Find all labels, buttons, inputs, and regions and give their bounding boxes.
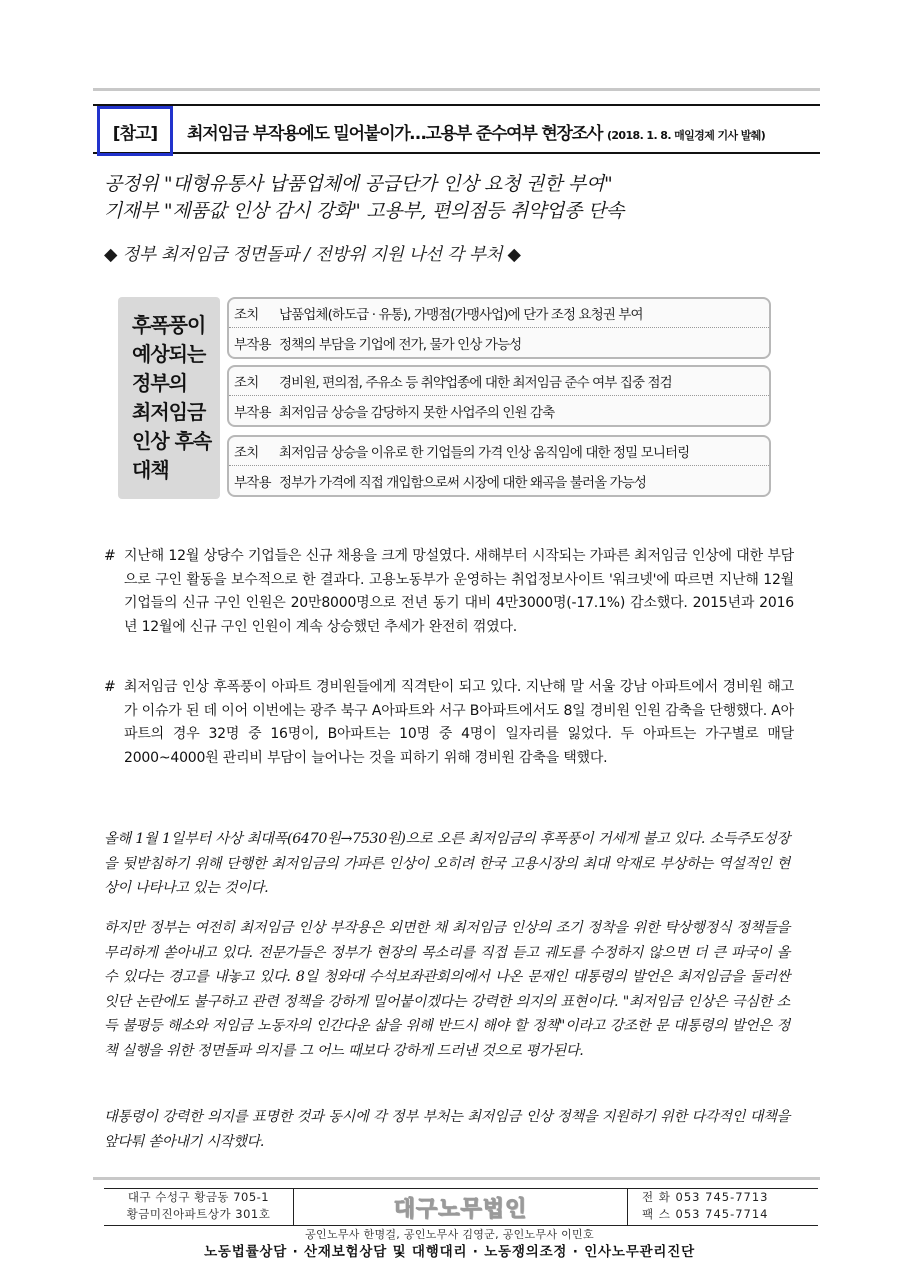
subheading: ◆ 정부 최저임금 정면돌파 / 전방위 지원 나선 각 부처 ◆ [104,245,521,265]
fax-number: 팩 스 053 745-7714 [642,1207,769,1221]
bullet-mark: # [104,679,116,695]
infographic-title-panel [118,297,220,499]
article-title [187,119,765,144]
side-effect-label: 부작용 [234,336,271,353]
measure-group [227,297,771,359]
header-rule-top [93,104,820,106]
footer-top-rule [93,1177,820,1180]
phone-number: 전 화 053 745-7713 [642,1190,769,1204]
infographic-title: 후폭풍이 예상되는 정부의 최저임금 인상 후속 대책 [132,313,212,482]
reference-tag: [참고] [112,123,158,144]
article-source: (2018. 1. 8. 매일경제 기사 발췌) [606,129,766,142]
measure-row [229,299,769,328]
side-effect-text: 정책의 부담을 기업에 전가, 물가 인상 가능성 [279,336,522,353]
reference-tag-box [97,106,173,156]
side-effect-row [229,328,769,357]
footer-box [104,1188,818,1226]
policy-infographic [118,297,774,502]
bullet-paragraph-hiring [104,545,794,639]
document-header [93,104,820,154]
measure-group [227,435,771,497]
article-title-text: 최저임금 부작용에도 밀어붙이가…고용부 준수여부 현장조사 [187,124,603,144]
body-paragraph-1: 올해 1월 1일부터 사상 최대폭(6470원→7530원)으로 오른 최저임금의 후폭풍이 거세게 불고 있다. 소득주도성장을 뒷받침하기 위해 단행한 최저임금의 가파른 인상이 오히려 한국 고용시장의 최대 악재로 부상하는 역설적인 현상이 나타나고 있는 것이다. [104,831,790,896]
measure-label: 조치 [234,375,259,391]
header-top-rule [93,88,820,91]
side-effect-label: 부작용 [234,474,271,491]
footer-attorney-names: 공인노무사 한명걸, 공인노무사 김영군, 공인노무사 이민호 [305,1228,594,1241]
measure-row [229,367,769,396]
address-line-1: 대구 수성구 황금동 705-1 [127,1190,270,1204]
bullet-paragraph-guards [104,676,794,770]
headline-line-2: 기재부 "제품값 인상 감시 강화" 고용부, 편의점등 취약업종 단속 [104,200,624,222]
side-effect-row [229,466,769,495]
side-effect-text: 최저임금 상승을 감당하지 못한 사업주의 인원 감축 [279,404,555,421]
headline-line-1: 공정위 "대형유통사 납품업체에 공급단가 인상 요청 권한 부여" [104,173,613,195]
footer-services: 노동법률상담 · 산재보험상담 및 대행대리 · 노동쟁의조정 · 인사노무관리진단 [204,1244,695,1260]
measure-label: 조치 [234,445,259,461]
bullet-text: 지난해 12월 상당수 기업들은 신규 채용을 크게 망설였다. 새해부터 시작되는 가파른 최저임금 인상에 대한 부담으로 구인 활동을 보수적으로 한 결과다. 고용노동부가 운영하는 취업정보사이트 '워크넷'에 따르면 지난해 12월 기업들의 신규 구인 인원은 20만8000명으로 전년 동기 대비 4만3000명(-17.1%) 감소했다. 2015년과 2016년 12월에 신규 구인 인원이 계속 상승했던 추세가 완전히 꺾였다. [124,548,794,635]
measure-group [227,365,771,427]
body-paragraph-3: 대통령이 강력한 의지를 표명한 것과 동시에 각 정부 부처는 최저임금 인상 정책을 지원하기 위한 다각적인 대책을 앞다퉈 쏟아내기 시작했다. [104,1109,790,1150]
firm-name: 대구노무법인 [393,1196,528,1222]
side-effect-label: 부작용 [234,404,271,421]
footer-address [104,1189,294,1225]
measure-label: 조치 [234,307,259,323]
measure-text: 경비원, 편의점, 주유소 등 취약업종에 대한 최저임금 준수 여부 집중 점검 [279,375,672,391]
footer-contact [627,1189,818,1225]
bullet-text: 최저임금 인상 후폭풍이 아파트 경비원들에게 직격탄이 되고 있다. 지난해 말 서울 강남 아파트에서 경비원 해고가 이슈가 된 데 이어 이번에는 광주 북구 A아파트와 서구 B아파트에서도 8일 경비원 인원 감축을 단행했다. A아파트의 경우 32명 중 16명이, B아파트는 10명 중 4명이 일자리를 잃었다. 두 아파트는 가구별로 매달 2000~4000원 관리비 부담이 늘어나는 것을 피하기 위해 경비원 감축을 택했다. [124,679,794,766]
firm-logo [294,1189,627,1225]
measure-text: 최저임금 상승을 이유로 한 기업들의 가격 인상 움직임에 대한 정밀 모니터링 [279,445,690,461]
bullet-mark: # [104,548,116,564]
address-line-2: 황금미진아파트상가 301호 [126,1207,271,1221]
measure-row [229,437,769,466]
side-effect-row [229,396,769,425]
body-paragraph-2: 하지만 정부는 여전히 최저임금 인상 부작용은 외면한 채 최저임금 인상의 조기 정착을 위한 탁상행정식 정책들을 무리하게 쏟아내고 있다. 전문가들은 정부가 현장의 목소리를 직접 듣고 궤도를 수정하지 않으면 더 큰 파국이 올 수 있다는 경고를 내놓고 있다. 8일 청와대 수석보좌관회의에서 나온 문재인 대통령의 발언은 최저임금을 둘러싼 잇단 논란에도 불구하고 관련 정책을 강하게 밀어붙이겠다는 강력한 의지의 표현이다. "최저임금 인상은 극심한 소득 불평등 해소와 저임금 노동자의 인간다운 삶을 위해 반드시 해야 할 정책"이라고 강조한 문 대통령의 발언은 정책 실행을 위한 정면돌파 의지를 그 어느 때보다 강하게 드러낸 것으로 평가된다. [104,920,790,1059]
header-rule-bottom [93,152,820,154]
side-effect-text: 정부가 가격에 직접 개입함으로써 시장에 대한 왜곡을 불러올 가능성 [279,474,647,491]
measure-text: 납품업체(하도급 · 유통), 가맹점(가맹사업)에 단가 조정 요청권 부여 [279,307,643,323]
